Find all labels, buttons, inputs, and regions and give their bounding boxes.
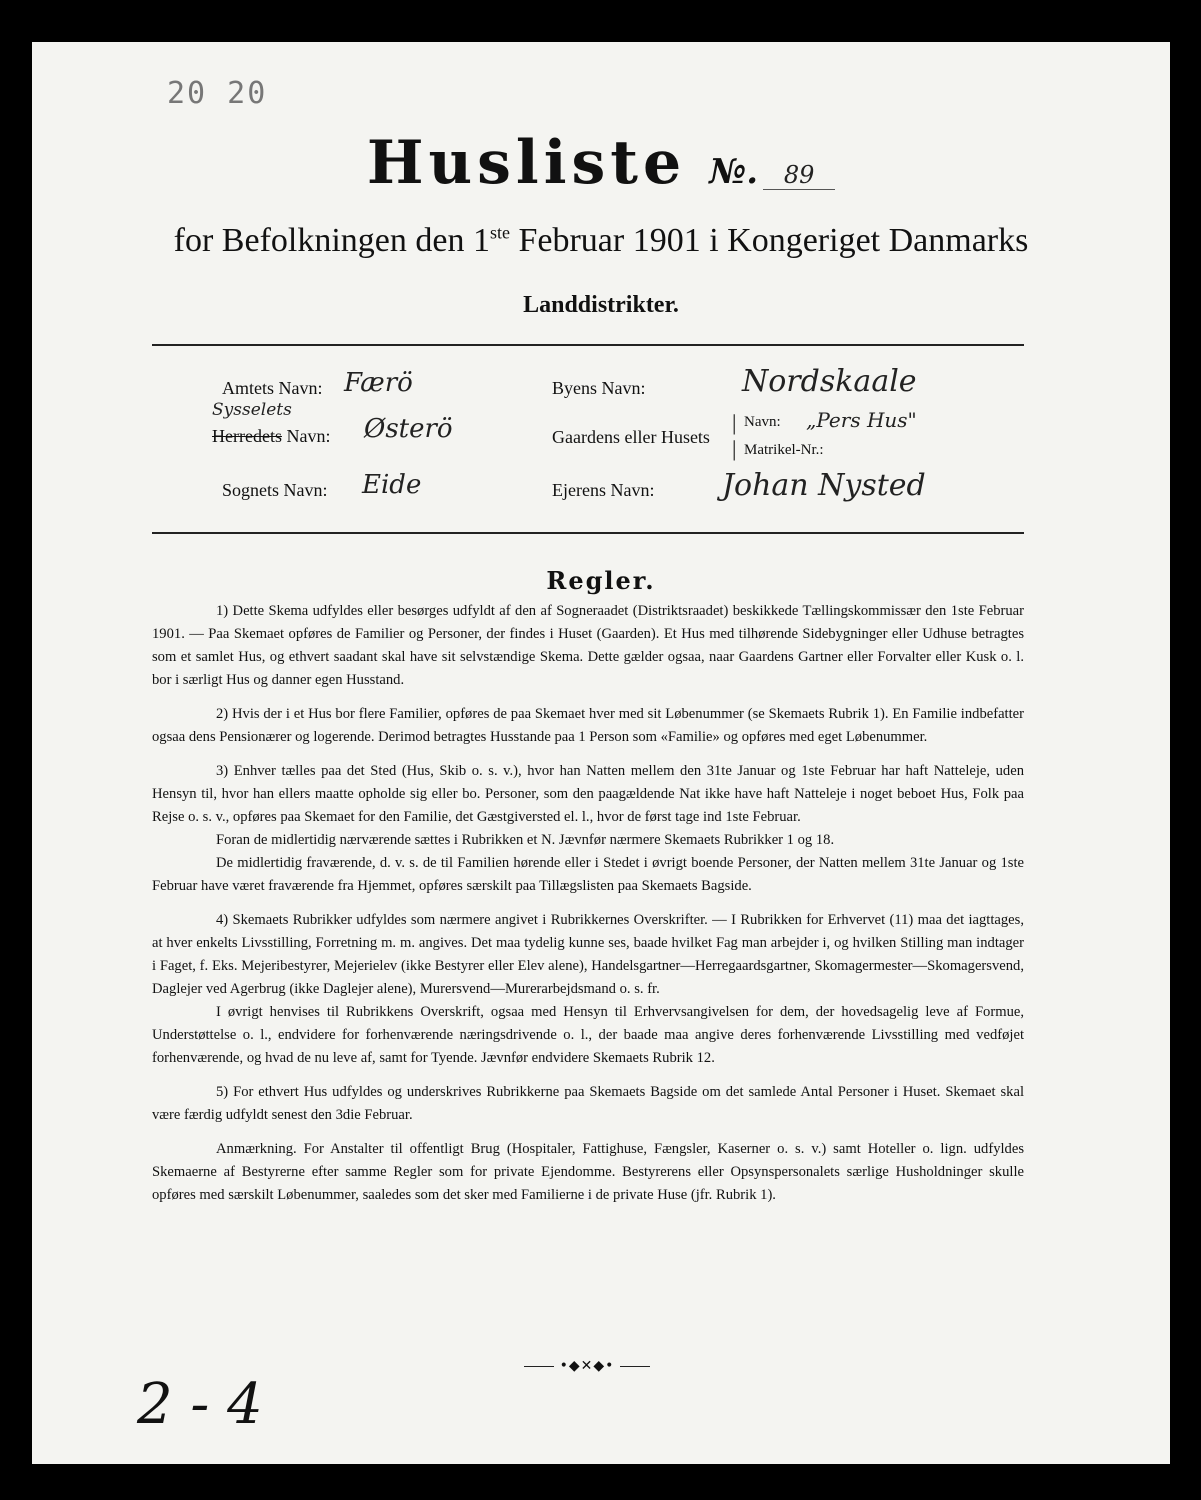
sogn-label: Sognets Navn: bbox=[222, 480, 328, 500]
ornament-line-right bbox=[620, 1366, 650, 1367]
form-subtitle bbox=[32, 222, 1170, 260]
rule-paragraph: Foran de midlertidig nærværende sættes i Rubrikken et N. Jævnfør nærmere Skemaets Rubrikker 1 og 18. bbox=[216, 832, 835, 848]
rules-body bbox=[152, 600, 1024, 1218]
divider-top bbox=[152, 344, 1024, 346]
matrikel-label: Matrikel-Nr.: bbox=[744, 442, 824, 458]
form-subsubtitle: Landdistrikter. bbox=[523, 292, 679, 318]
amt-label: Amtets Navn: bbox=[222, 378, 323, 398]
bottom-handwritten-number: 2 - 4 bbox=[137, 1372, 263, 1437]
bracket-bottom: | bbox=[732, 436, 737, 461]
gaard-label: Gaardens eller Husets bbox=[552, 427, 710, 447]
divider-bottom bbox=[152, 532, 1024, 534]
ejer-label: Ejerens Navn: bbox=[552, 480, 655, 500]
form-title: Husliste bbox=[366, 128, 687, 198]
rule-note-paragraph: Anmærkning. For Anstalter til offentligt Brug (Hospitaler, Fattighuse, Fængsler, Kaserner o. s. v.) samt Hoteller o. lign. udfyldes Skemaerne af Bestyrerne efter samme Regler som for private Ejendomme. Bestyrerens eller Opsynspersonalets særlige Husholdninger skulle opføres med særskilt Løbenummer, saaledes som det sker med Familierne i de private Huse (jfr. Rubrik 1). bbox=[152, 1141, 1024, 1203]
rule-paragraph: 4) Skemaets Rubrikker udfyldes som nærmere angivet i Rubrikkernes Overskrifter. — I Rubrikken for Erhvervet (11) maa det iagttages, at hver enkelts Livsstilling, Forretning m. m. angives. Det maa tydelig kunne ses, baade hvilket Fag man arbejder i, og hvilken Stilling man indtager i Faget, f. Eks. Mejeribestyrer, Mejerielev (ikke Bestyrer eller Elev alene), Handelsgartner—Herregaardsgartner, Skomagermester—Skomagersvend, Daglejer ved Agerbrug (ikke Daglejer alene), Murersvend—Murerarbejdsmand o. s. fr. bbox=[152, 912, 1024, 997]
herred-label-row bbox=[212, 426, 330, 447]
ornament-line-left bbox=[524, 1366, 554, 1367]
ornament-divider bbox=[512, 1358, 662, 1374]
subtitle-post: Februar 1901 i Kongeriget Danmarks bbox=[509, 222, 1029, 259]
herred-value: Østerö bbox=[364, 414, 453, 444]
sogn-value: Eide bbox=[362, 470, 422, 500]
herred-handwritten: Sysselets bbox=[212, 400, 292, 420]
rule-paragraph: De midlertidig fraværende, d. v. s. de til Familien hørende eller i Stedet i øvrigt boende Personer, der Natten mellem 31te Januar og 1ste Februar have været fraværende fra Hjemmet, opføres særskilt paa Tillægslisten paa Skemaets Bagside. bbox=[152, 855, 1024, 894]
census-form-page bbox=[32, 42, 1170, 1464]
rule-paragraph: 5) For ethvert Hus udfyldes og underskrives Rubrikkerne paa Skemaets Bagside om det samlede Antal Personer i Huset. Skemaet skal være færdig udfyldt senest den 3die Februar. bbox=[152, 1084, 1024, 1123]
ornament-glyph: •◆✕◆• bbox=[559, 1358, 615, 1374]
subtitle-sup: ste bbox=[489, 222, 510, 243]
rules-heading: Regler. bbox=[546, 566, 656, 595]
navn-label: Navn: bbox=[744, 414, 781, 430]
stamp-number: 20 20 bbox=[167, 76, 268, 111]
amt-value: Færö bbox=[344, 368, 413, 398]
by-label: Byens Navn: bbox=[552, 378, 646, 398]
rule-paragraph: I øvrigt henvises til Rubrikkens Overskrift, ogsaa med Hensyn til Erhvervsangivelsen for dem, der hovedsagelig leve af Formue, Understøttelse o. l., endvidere for forhenværende næringsdrivende o. l., der baade maa angive deres forhenværende Livsstilling med vedføjet forhenværende, og hvad de nu leve af, samt for Tyende. Jævnfør endvidere Skemaets Rubrik 12. bbox=[152, 1004, 1024, 1066]
rule-paragraph: 1) Dette Skema udfyldes eller besørges udfyldt af den af Sogneraadet (Distriktsraadet) beskikkede Tællingskommissær den 1ste Februar 1901. — Paa Skemaet opføres de Familier og Personer, der findes i Huset (Gaarden). Et Hus med tilhørende Sidebygninger eller Udhuse betragtes som et samlet Hus, og ethvert saadant skal have sit selvstændige Skema. Dette gælder ogsaa, naar Gaardens Gartner eller Forvalter eller Kusk o. l. bor i særligt Hus og danner egen Husstand. bbox=[152, 603, 1024, 688]
ejer-value: Johan Nysted bbox=[722, 468, 926, 503]
number-mark: №. bbox=[709, 152, 759, 192]
herred-label: Navn: bbox=[281, 426, 331, 446]
navn-value: „Pers Hus" bbox=[806, 408, 917, 432]
bracket-top: | bbox=[732, 410, 737, 435]
subtitle-pre: for Befolkningen den 1 bbox=[173, 222, 490, 259]
rule-paragraph: 3) Enhver tælles paa det Sted (Hus, Skib o. s. v.), hvor han Natten mellem den 31te Januar og 1ste Februar har haft Natteleje, uden Hensyn til, hvor han ellers maatte opholde sig eller bo. Personer, som den paagældende Nat ikke have haft Natteleje i noget beboet Hus, Folk paa Rejse o. s. v., opføres paa Skemaet for den Familie, det Gæstgiversted el. l., hvor de først tage ind 1ste Februar. bbox=[152, 763, 1024, 825]
by-value: Nordskaale bbox=[742, 364, 917, 399]
form-number: 89 bbox=[763, 161, 835, 190]
rule-paragraph: 2) Hvis der i et Hus bor flere Familier, opføres de paa Skemaet hver med sit Løbenummer (se Skemaets Rubrik 1). En Familie indbefatter ogsaa dens Pensionærer og logerende. Derimod betragtes Husstande paa 1 Person som «Familie» og opføres med eget Løbenummer. bbox=[152, 706, 1024, 745]
title-row bbox=[32, 128, 1170, 198]
herred-struck: Herredets bbox=[212, 426, 282, 446]
